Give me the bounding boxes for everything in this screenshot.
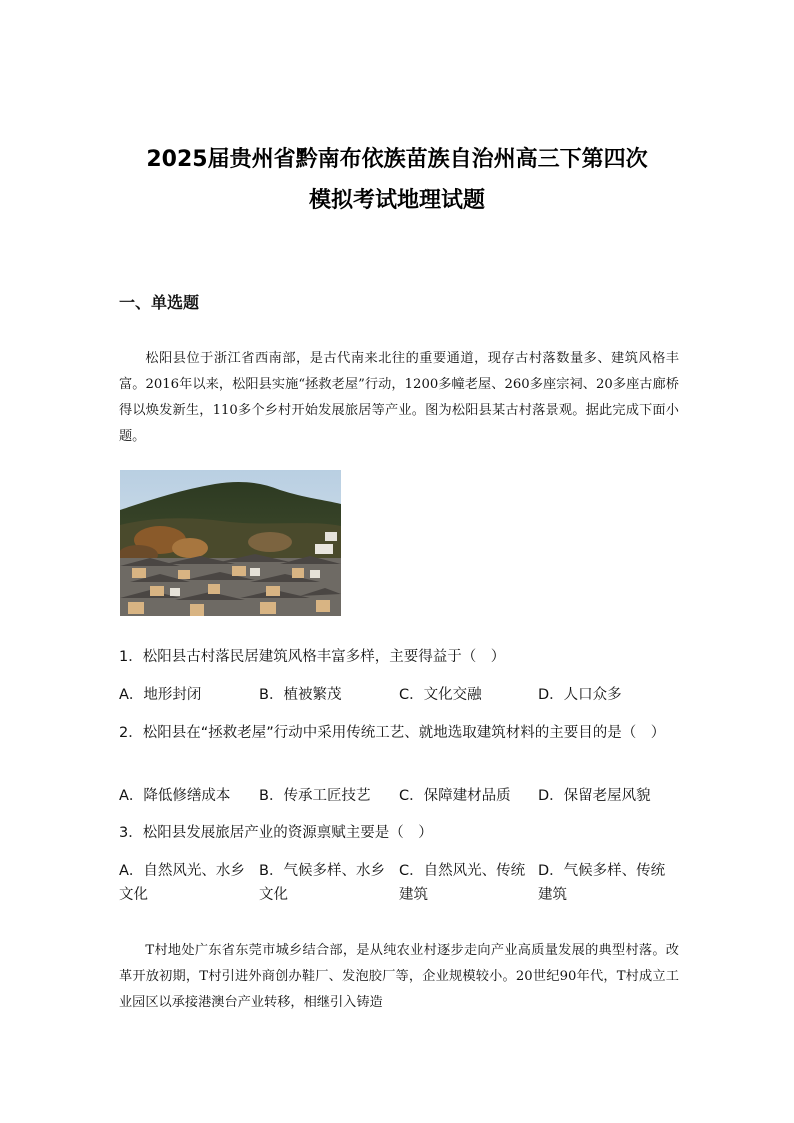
question-3-option-d[interactable]: D．气候多样、传统建筑 xyxy=(538,863,666,903)
question-1-stem: 1．松阳县古村落民居建筑风格丰富多样，主要得益于（ ） xyxy=(119,649,506,665)
section-heading: 一、单选题 xyxy=(119,293,200,312)
document-title-line-1: 2025届贵州省黔南布依族苗族自治州高三下第四次 xyxy=(146,147,648,172)
question-3-option-a[interactable]: A．自然风光、水乡文化 xyxy=(119,863,245,903)
question-2-option-a[interactable]: A．降低修缮成本 xyxy=(119,788,231,804)
village-photo-illustration xyxy=(120,470,341,616)
passage-1-text: 松阳县位于浙江省西南部，是古代南来北往的重要通道，现存古村落数量多、建筑风格丰富。2016年以来，松阳县实施“拯救老屋”行动，1200多幢老屋、260多座宗祠、20多座古廊桥得以焕发新生，110多个乡村开始发展旅居等产业。图为松阳县某古村落景观。据此完成下面小题。 xyxy=(119,351,679,444)
question-2-option-b[interactable]: B．传承工匠技艺 xyxy=(259,788,371,804)
question-1-option-d[interactable]: D．人口众多 xyxy=(538,687,622,703)
question-1-option-c[interactable]: C．文化交融 xyxy=(399,687,482,703)
question-1-option-b[interactable]: B．植被繁茂 xyxy=(259,687,342,703)
question-3-option-b[interactable]: B．气候多样、水乡文化 xyxy=(259,863,385,903)
document-title-line-2: 模拟考试地理试题 xyxy=(308,188,485,213)
passage-2-text: T村地处广东省东莞市城乡结合部，是从纯农业村逐步走向产业高质量发展的典型村落。改革开放初期，T村引进外商创办鞋厂、发泡胶厂等，企业规模较小。20世纪90年代，T村成立工业园区以承接港澳台产业转移，相继引入铸造 xyxy=(119,943,679,1010)
reading-passage-1 xyxy=(119,346,679,450)
question-2-option-d[interactable]: D．保留老屋风貌 xyxy=(538,788,651,804)
question-3-stem: 3．松阳县发展旅居产业的资源禀赋主要是（ ） xyxy=(119,825,433,841)
question-3-option-c[interactable]: C．自然风光、传统建筑 xyxy=(399,863,526,903)
question-2-option-c[interactable]: C．保障建材品质 xyxy=(399,788,511,804)
reading-passage-2 xyxy=(119,938,679,1016)
question-1-option-a[interactable]: A．地形封闭 xyxy=(119,687,202,703)
question-2-stem: 2．松阳县在“拯救老屋”行动中采用传统工艺、就地选取建筑材料的主要目的是（ ） xyxy=(119,725,666,741)
village-photo xyxy=(120,470,341,616)
